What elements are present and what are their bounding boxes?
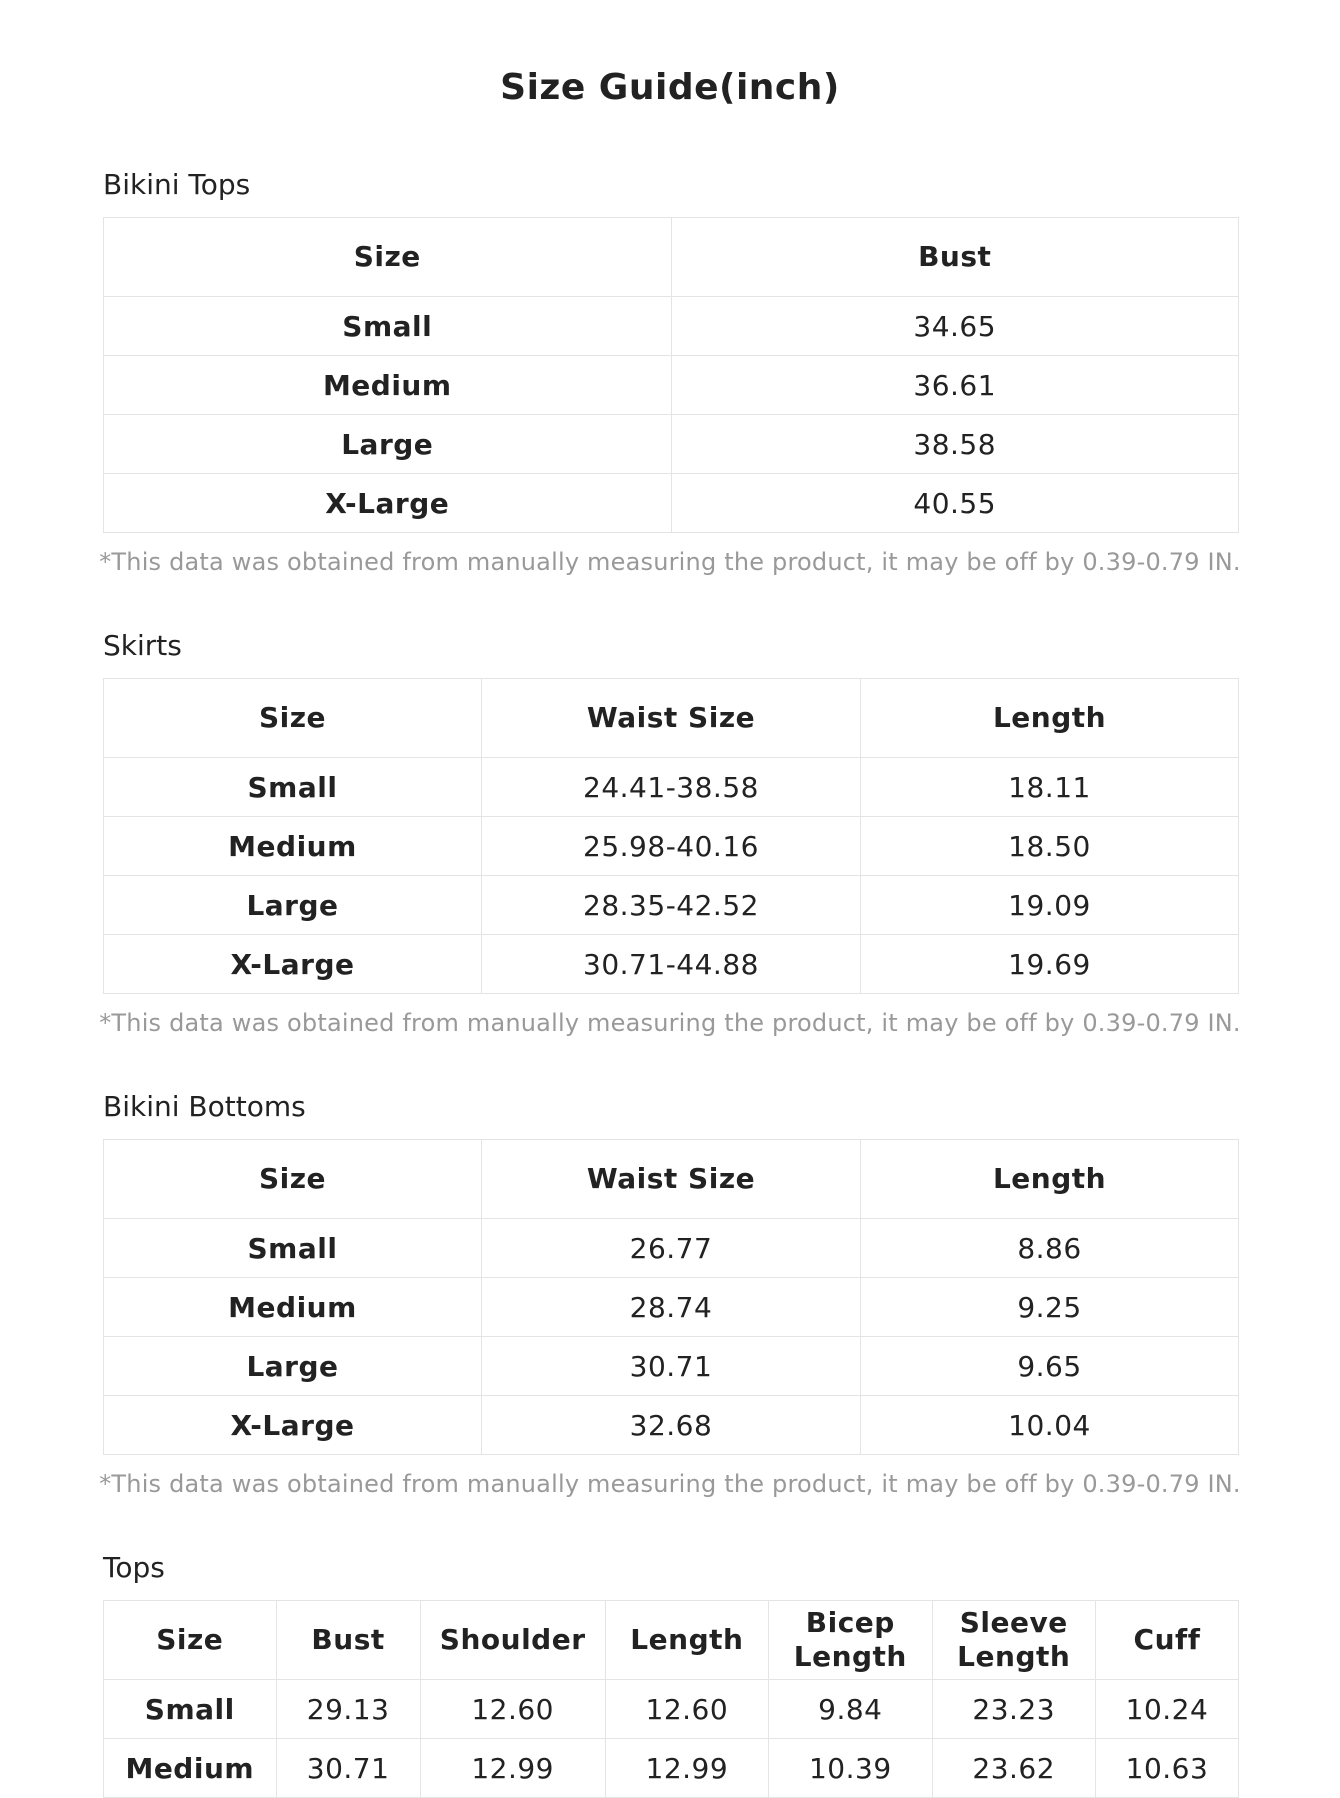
column-header-length: Length [605,1601,768,1680]
waist-size-cell: 25.98-40.16 [481,817,860,876]
size-table-bikini-bottoms [103,1139,1239,1455]
column-header-size: Size [104,679,482,758]
column-header-cuff: Cuff [1095,1601,1238,1680]
column-header-waist-size: Waist Size [481,679,860,758]
table-header-row [104,1140,1239,1219]
table-row [104,817,1239,876]
table-row [104,1739,1239,1798]
section-title: Tops [103,1551,165,1584]
size-cell: Small [104,1680,277,1739]
waist-size-cell: 30.71 [481,1337,860,1396]
measurement-note: *This data was obtained from manually measuring the product, it may be off by 0.39-0.79 IN. [99,548,1241,576]
size-cell: X-Large [104,1396,482,1455]
measurement-note: *This data was obtained from manually measuring the product, it may be off by 0.39-0.79 IN. [99,1009,1241,1037]
section-title: Skirts [103,629,182,662]
bust-cell: 34.65 [671,297,1239,356]
length-cell: 18.11 [861,758,1239,817]
length-cell: 19.09 [861,876,1239,935]
bust-cell: 30.71 [276,1739,420,1798]
column-header-sleeve-length: Sleeve Length [932,1601,1095,1680]
size-cell: X-Large [104,935,482,994]
waist-size-cell: 30.71-44.88 [481,935,860,994]
column-header-size: Size [104,1140,482,1219]
table-row [104,1337,1239,1396]
shoulder-cell: 12.99 [420,1739,605,1798]
length-cell: 9.65 [861,1337,1239,1396]
column-header-bust: Bust [671,218,1239,297]
sleeve-length-cell: 23.23 [932,1680,1095,1739]
page-title: Size Guide(inch) [500,67,840,108]
size-cell: Medium [104,1278,482,1337]
column-header-shoulder: Shoulder [420,1601,605,1680]
length-cell: 10.04 [861,1396,1239,1455]
table-row [104,876,1239,935]
length-cell: 12.99 [605,1739,768,1798]
column-header-length: Length [861,679,1239,758]
size-cell: Medium [104,356,672,415]
size-cell: Large [104,876,482,935]
size-cell: Large [104,415,672,474]
bust-cell: 38.58 [671,415,1239,474]
bust-cell: 29.13 [276,1680,420,1739]
sleeve-length-cell: 23.62 [932,1739,1095,1798]
waist-size-cell: 28.35-42.52 [481,876,860,935]
size-cell: Medium [104,1739,277,1798]
section-skirts [103,627,1239,994]
length-cell: 9.25 [861,1278,1239,1337]
size-cell: Medium [104,817,482,876]
length-cell: 19.69 [861,935,1239,994]
table-row [104,297,1239,356]
size-table-skirts [103,678,1239,994]
size-cell: X-Large [104,474,672,533]
table-header-row [104,1601,1239,1680]
cuff-cell: 10.63 [1095,1739,1238,1798]
column-header-waist-size: Waist Size [481,1140,860,1219]
bicep-length-cell: 9.84 [769,1680,932,1739]
size-cell: Small [104,1219,482,1278]
size-table-tops [103,1600,1239,1798]
length-cell: 18.50 [861,817,1239,876]
table-row [104,1219,1239,1278]
table-row [104,1278,1239,1337]
waist-size-cell: 24.41-38.58 [481,758,860,817]
size-cell: Large [104,1337,482,1396]
table-header-row [104,679,1239,758]
table-header-row [104,218,1239,297]
column-header-size: Size [104,218,672,297]
column-header-bicep-length: Bicep Length [769,1601,932,1680]
length-cell: 12.60 [605,1680,768,1739]
table-row [104,1680,1239,1739]
measurement-note: *This data was obtained from manually measuring the product, it may be off by 0.39-0.79 IN. [99,1470,1241,1498]
size-cell: Small [104,297,672,356]
table-row [104,356,1239,415]
column-header-bust: Bust [276,1601,420,1680]
section-bikini-tops [103,166,1239,533]
size-cell: Small [104,758,482,817]
waist-size-cell: 26.77 [481,1219,860,1278]
section-title: Bikini Tops [103,168,251,201]
shoulder-cell: 12.60 [420,1680,605,1739]
table-row [104,935,1239,994]
table-row [104,758,1239,817]
column-header-length: Length [861,1140,1239,1219]
bust-cell: 36.61 [671,356,1239,415]
waist-size-cell: 32.68 [481,1396,860,1455]
table-row [104,1396,1239,1455]
section-bikini-bottoms [103,1088,1239,1455]
column-header-size: Size [104,1601,277,1680]
section-title: Bikini Bottoms [103,1090,306,1123]
section-tops [103,1549,1239,1798]
table-row [104,474,1239,533]
bicep-length-cell: 10.39 [769,1739,932,1798]
cuff-cell: 10.24 [1095,1680,1238,1739]
table-row [104,415,1239,474]
size-table-bikini-tops [103,217,1239,533]
waist-size-cell: 28.74 [481,1278,860,1337]
length-cell: 8.86 [861,1219,1239,1278]
bust-cell: 40.55 [671,474,1239,533]
